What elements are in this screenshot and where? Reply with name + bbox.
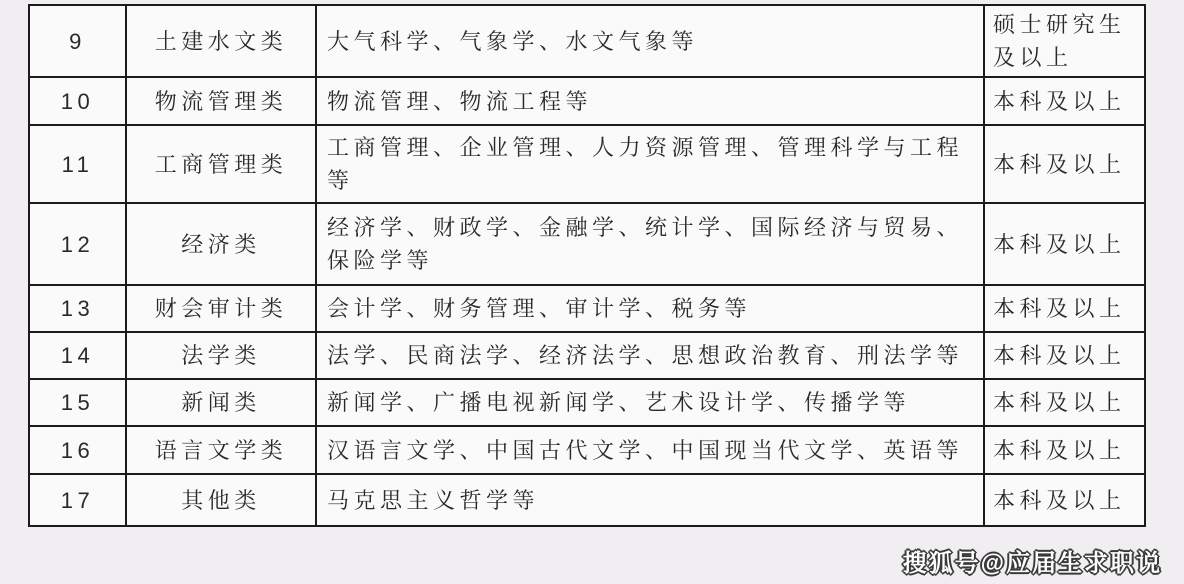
education-cell: 本科及以上 [984,332,1145,379]
row-number-cell: 10 [29,77,126,125]
table-row [29,285,1145,332]
education-cell: 本科及以上 [984,77,1145,125]
row-number-cell: 14 [29,332,126,379]
education-cell: 本科及以上 [984,474,1145,526]
row-number-cell: 11 [29,125,126,203]
education-cell: 本科及以上 [984,426,1145,474]
table-row [29,474,1145,526]
category-cell: 新闻类 [126,379,316,426]
education-cell: 本科及以上 [984,125,1145,203]
category-cell: 工商管理类 [126,125,316,203]
majors-cell: 物流管理、物流工程等 [316,77,984,125]
category-cell: 法学类 [126,332,316,379]
table-row [29,5,1145,77]
table-row [29,77,1145,125]
table-row [29,203,1145,285]
majors-cell: 经济学、财政学、金融学、统计学、国际经济与贸易、保险学等 [316,203,984,285]
row-number-cell: 13 [29,285,126,332]
majors-cell: 马克思主义哲学等 [316,474,984,526]
majors-table [28,4,1146,527]
category-cell: 物流管理类 [126,77,316,125]
education-cell: 硕士研究生及以上 [984,5,1145,77]
majors-cell: 新闻学、广播电视新闻学、艺术设计学、传播学等 [316,379,984,426]
majors-cell: 工商管理、企业管理、人力资源管理、管理科学与工程等 [316,125,984,203]
education-cell: 本科及以上 [984,379,1145,426]
row-number-cell: 16 [29,426,126,474]
majors-cell: 汉语言文学、中国古代文学、中国现当代文学、英语等 [316,426,984,474]
row-number-cell: 9 [29,5,126,77]
row-number-cell: 17 [29,474,126,526]
majors-cell: 大气科学、气象学、水文气象等 [316,5,984,77]
category-cell: 经济类 [126,203,316,285]
category-cell: 其他类 [126,474,316,526]
majors-cell: 会计学、财务管理、审计学、税务等 [316,285,984,332]
category-cell: 土建水文类 [126,5,316,77]
majors-cell: 法学、民商法学、经济法学、思想政治教育、刑法学等 [316,332,984,379]
education-cell: 本科及以上 [984,203,1145,285]
table-row [29,125,1145,203]
category-cell: 财会审计类 [126,285,316,332]
table-row [29,426,1145,474]
row-number-cell: 15 [29,379,126,426]
row-number-cell: 12 [29,203,126,285]
table-row [29,332,1145,379]
table-row [29,379,1145,426]
category-cell: 语言文学类 [126,426,316,474]
education-cell: 本科及以上 [984,285,1145,332]
watermark: 搜狐号@应届生求职说 [902,550,1162,577]
